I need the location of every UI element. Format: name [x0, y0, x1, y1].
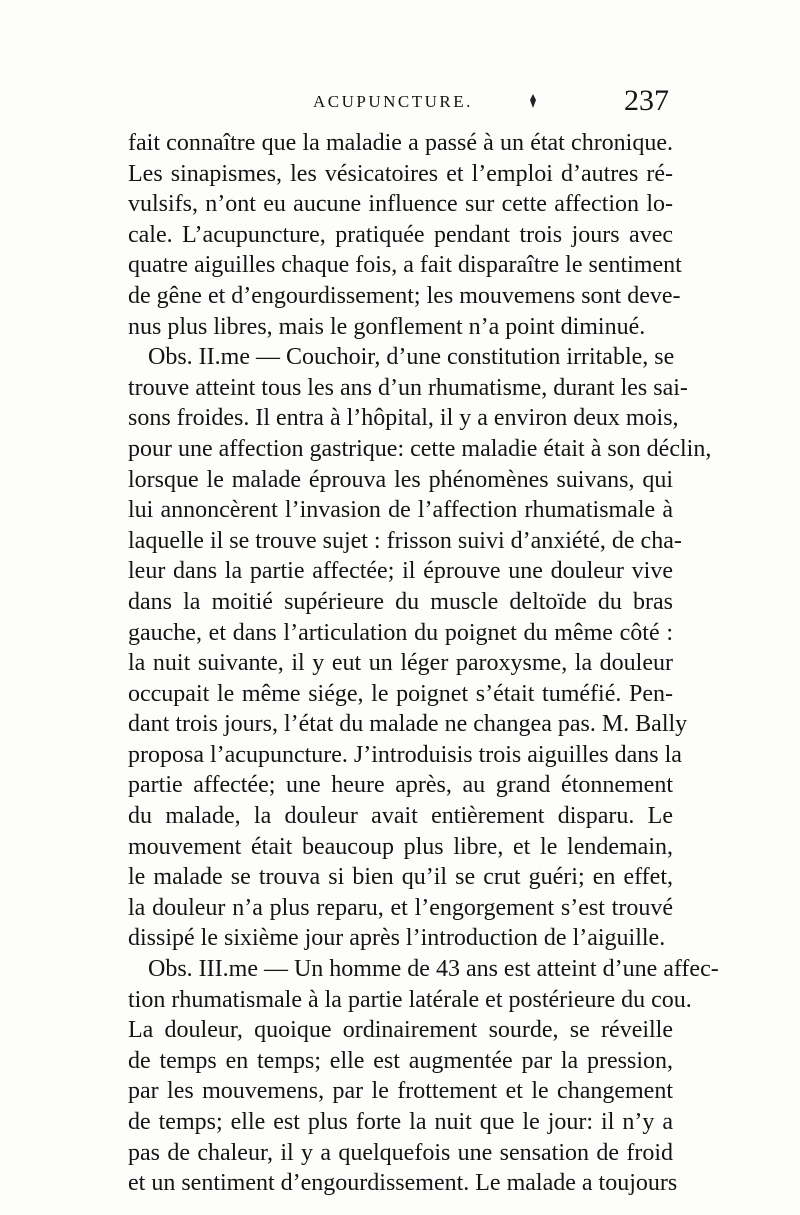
text-line: de temps; elle est plus forte la nuit que le jour: il n’y a [128, 1109, 673, 1135]
text-line: de temps en temps; elle est augmentée par la pression, [128, 1047, 673, 1074]
text-line: nus plus libres, mais le gonflement n’a point diminué. [128, 313, 646, 340]
page-number: 237 [624, 84, 669, 117]
running-header [128, 86, 673, 126]
text-line: dans la moitié supérieure du muscle deltoïde du bras [128, 588, 673, 615]
running-title: ACUPUNCTURE. [313, 92, 473, 111]
text-line: sons froides. Il entra à l’hôpital, il y a environ deux mois, [128, 405, 679, 432]
text-line: lorsque le malade éprouva les phénomènes suivans, qui [128, 466, 673, 493]
text-line: la douleur n’a plus reparu, et l’engorgement s’est trouvé [128, 894, 673, 921]
text-line: laquelle il se trouve sujet : frisson suivi d’anxiété, de cha- [128, 527, 682, 554]
body-text [128, 128, 719, 1199]
text-line: partie affectée; une heure après, au grand étonnement [128, 772, 673, 799]
text-line: quatre aiguilles chaque fois, a fait disparaître le sentiment [128, 252, 682, 279]
text-line: mouvement était beaucoup plus libre, et le lendemain, [128, 833, 673, 860]
text-line: La douleur, quoique ordinairement sourde, se réveille [128, 1017, 673, 1044]
text-line: Les sinapismes, les vésicatoires et l’emploi d’autres ré- [128, 160, 673, 187]
text-line: le malade se trouva si bien qu’il se crut guéri; en effet, [128, 864, 673, 891]
text-line: Obs. II.me — Couchoir, d’une constitution irritable, se [148, 344, 675, 371]
text-line: gauche, et dans l’articulation du poignet du même côté : [128, 619, 673, 646]
text-line: dissipé le sixième jour après l’introduction de l’aiguille. [128, 925, 666, 952]
text-line: la nuit suivante, il y eut un léger paroxysme, la douleur [128, 650, 673, 677]
text-line: leur dans la partie affectée; il éprouve une douleur vive [128, 558, 673, 585]
text-line: lui annoncèrent l’invasion de l’affection rhumatismale à [128, 497, 673, 524]
text-line: et un sentiment d’engourdissement. Le malade a toujours [128, 1170, 678, 1197]
text-line: trouve atteint tous les ans d’un rhumatisme, durant les sai- [128, 374, 688, 401]
text-line: proposa l’acupuncture. J’introduisis trois aiguilles dans la [128, 741, 682, 768]
text-line: de gêne et d’engourdissement; les mouvemens sont deve- [128, 282, 681, 309]
text-line: fait connaître que la maladie a passé à un état chronique. [128, 130, 673, 156]
text-line: Obs. III.me — Un homme de 43 ans est atteint d’une affec- [148, 956, 719, 983]
text-line: dant trois jours, l’état du malade ne changea pas. M. Bally [128, 711, 688, 738]
ornament-icon [528, 94, 538, 108]
text-line: pour une affection gastrique: cette maladie était à son déclin, [128, 435, 712, 462]
text-line: par les mouvemens, par le frottement et le changement [128, 1078, 673, 1105]
text-line: du malade, la douleur avait entièrement disparu. Le [128, 803, 673, 830]
text-line: vulsifs, n’ont eu aucune influence sur cette affection lo- [128, 191, 673, 218]
text-line: tion rhumatismale à la partie latérale et postérieure du cou. [128, 986, 692, 1013]
text-line: cale. L’acupuncture, pratiquée pendant trois jours avec [128, 221, 673, 248]
text-line: occupait le même siége, le poignet s’était tuméfié. Pen- [128, 680, 673, 707]
text-line: pas de chaleur, il y a quelquefois une sensation de froid [128, 1139, 673, 1166]
